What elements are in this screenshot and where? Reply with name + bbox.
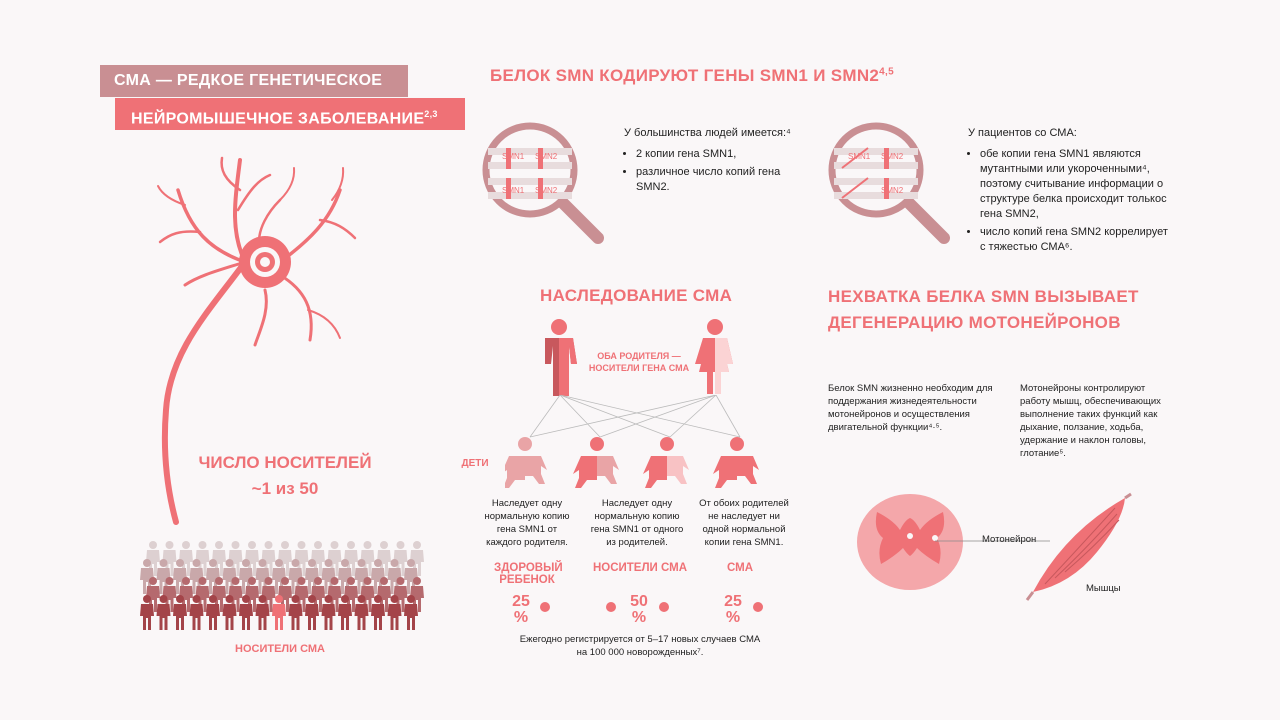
outcome-carrier-label: НОСИТЕЛИ СМА — [592, 562, 688, 574]
title-line-2: НЕЙРОМЫШЕЧНОЕ ЗАБОЛЕВАНИЕ$^{2,3}$ — [115, 98, 465, 130]
child-desc-3: От обоих родителей не наследует ни одной нормальной копии гена SMN1. — [699, 498, 789, 548]
bullet-item: • число копий гена SMN2 коррелирует с тяжестью СМА⁶. — [980, 225, 1168, 255]
magnifier-icon — [826, 120, 956, 250]
bullet-item: • различное число копий гена SMN2. — [636, 165, 804, 195]
child-desc-2: Наследует одну нормальную копию гена SMN1 от одного из родителей. — [590, 498, 684, 548]
outcome-dot — [659, 602, 669, 612]
carriers-block — [160, 450, 410, 502]
child-desc-1: Наследует одну нормальную копию гена SMN1 от каждого родителя. — [484, 498, 570, 548]
genes-heading: БЕЛОК SMN КОДИРУЮТ ГЕНЫ SMN1 И SMN2$^{4,5}$ — [490, 66, 894, 85]
svg-text:SMN2: SMN2 — [881, 186, 904, 195]
deficiency-text-1: Белок SMN жизненно необходим для поддержания жизнедеятельности мотонейронов и осуществления двигательной функции⁴·⁵. — [828, 383, 993, 433]
svg-text:SMN1: SMN1 — [502, 186, 525, 195]
svg-text:SMN2: SMN2 — [881, 152, 904, 161]
outcome-sma-percent: 25 % — [724, 593, 742, 626]
inheritance-heading: НАСЛЕДОВАНИЕ СМА — [540, 286, 733, 305]
bullet-item: • обе копии гена SMN1 являются мутантными или укороченными⁴, поэтому считывание информации о структуре белка происходит толькос гена SMN2, — [980, 147, 1168, 222]
baby-icon — [573, 437, 619, 488]
carriers-label: НОСИТЕЛИ СМА — [235, 643, 325, 655]
people-grid — [140, 540, 425, 630]
parents-label: ОБА РОДИТЕЛЯ — НОСИТЕЛИ ГЕНА СМА — [588, 351, 690, 373]
genes-patients-text: У пациентов со СМА: • обе копии гена SMN1 являются мутантными или укороченными⁴, поэтому считывание информации о структуре белка происходит толькос гена SMN2, • число копий гена SMN2 коррелирует с тяжестью СМА⁶. — [968, 126, 1168, 258]
outcome-dot — [606, 602, 616, 612]
outcome-sma-label: СМА — [726, 562, 754, 574]
bullet-item: • 2 копии гена SMN1, — [636, 147, 804, 162]
outcome-healthy-label: ЗДОРОВЫЙ РЕБЕНОК — [494, 562, 563, 586]
baby-icon — [505, 437, 547, 488]
motoneuron-label: Мотонейрон — [982, 534, 1037, 545]
muscle-label: Мышцы — [1086, 583, 1121, 594]
svg-text:SMN1: SMN1 — [848, 152, 871, 161]
svg-text:SMN2: SMN2 — [535, 152, 558, 161]
carriers-title: ЧИСЛО НОСИТЕЛЕЙ — [198, 453, 372, 472]
title-line-1: СМА — РЕДКОЕ ГЕНЕТИЧЕСКОЕ — [100, 65, 408, 97]
inheritance-footnote: Ежегодно регистрируется от 5–17 новых случаев СМА на 100 000 новорожденных⁷. — [519, 634, 761, 658]
deficiency-text-2: Мотонейроны контролируют работу мышц, обеспечивающих выполнение таких функций как дыхание, ползание, ходьба, удержание и наклон головы, глотание⁵. — [1020, 383, 1161, 459]
carriers-value: ~1 из 50 — [251, 479, 319, 498]
outcome-healthy-percent: 25 % — [512, 593, 530, 626]
baby-icon — [643, 437, 689, 488]
deficiency-heading: НЕХВАТКА БЕЛКА SMN ВЫЗЫВАЕТ ДЕГЕНЕРАЦИЮ МОТОНЕЙРОНОВ — [828, 287, 1139, 332]
inheritance-lines — [520, 395, 760, 440]
children-row — [505, 436, 775, 491]
outcome-carrier-percent: 50 % — [630, 593, 648, 626]
magnifier-icon — [480, 120, 610, 250]
svg-text:SMN1: SMN1 — [502, 152, 525, 161]
svg-text:SMN2: SMN2 — [535, 186, 558, 195]
person-icon — [693, 318, 737, 398]
children-label: ДЕТИ — [461, 458, 489, 469]
people-crowd — [140, 540, 425, 630]
genes-normal-text: У большинства людей имеется:⁴ • 2 копии гена SMN1, • различное число копий гена SMN2. — [624, 126, 804, 198]
outcome-dot — [753, 602, 763, 612]
baby-icon — [713, 437, 759, 488]
person-icon — [537, 318, 581, 398]
outcome-dot — [540, 602, 550, 612]
